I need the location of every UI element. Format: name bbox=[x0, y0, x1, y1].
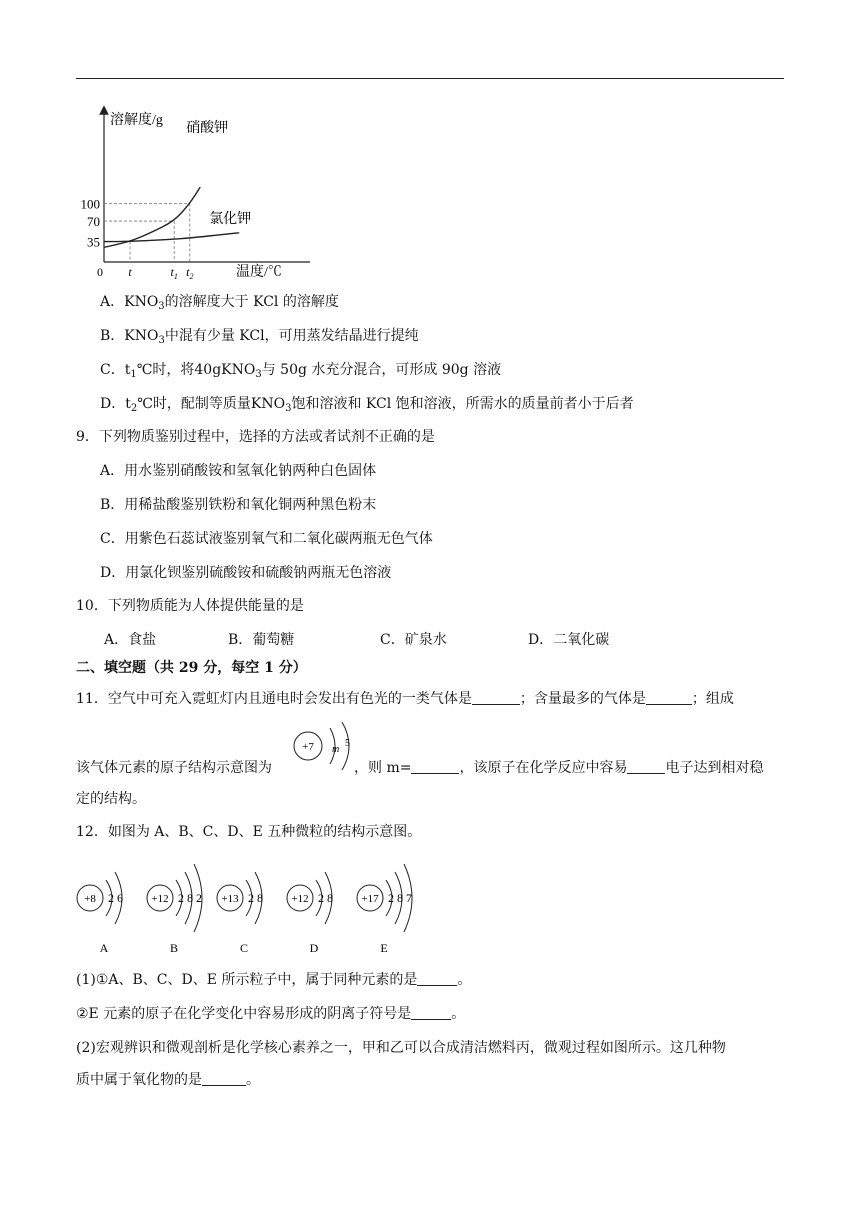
x-tick-label: $t_1$ bbox=[170, 265, 178, 280]
q8-option-a: A．$KNO_3$的溶解度大于 KCl 的溶解度 bbox=[100, 294, 339, 312]
svg-text:5: 5 bbox=[345, 738, 350, 749]
q10-option-b: B．葡萄糖 bbox=[228, 632, 295, 648]
y-tick-label: 100 bbox=[80, 196, 100, 212]
q11-line-2: 该气体元素的原子结构示意图为 ，则 m= ，该原子在化学反应中容易 电子达到相对稳 bbox=[76, 760, 764, 776]
svg-text:2: 2 bbox=[318, 891, 324, 905]
q9-option-d: D．用氯化钡鉴别硫酸铵和硫酸钠两瓶无色溶液 bbox=[100, 565, 392, 581]
atom-B bbox=[147, 864, 202, 955]
svg-text:m: m bbox=[332, 744, 340, 755]
y-axis-label: 溶解度/g bbox=[110, 113, 163, 128]
series-label: 硝酸钾 bbox=[186, 121, 229, 136]
series-label: 氯化钾 bbox=[209, 211, 252, 227]
q8-option-c: C．$t_1℃$时，将40gKNO$_3$与 50g 水充分混合，可形成 90g 溶液 bbox=[100, 362, 502, 380]
q8-option-b: B．$KNO_3$中混有少量 KCl，可用蒸发结晶进行提纯 bbox=[100, 328, 419, 346]
q10-option-d: D．二氧化碳 bbox=[528, 632, 610, 648]
q10-option-c: C．矿泉水 bbox=[380, 632, 447, 648]
svg-text:7: 7 bbox=[406, 891, 412, 905]
atom-label: C bbox=[239, 941, 249, 955]
svg-text:8: 8 bbox=[397, 891, 403, 905]
y-tick-label: 35 bbox=[87, 234, 100, 250]
atom-label: D bbox=[309, 941, 319, 955]
svg-text:6: 6 bbox=[117, 891, 123, 905]
atom-C bbox=[217, 872, 263, 955]
svg-text:+12: +12 bbox=[151, 893, 169, 905]
svg-text:+8: +8 bbox=[84, 893, 96, 905]
atom-diagrams bbox=[76, 848, 436, 960]
svg-text:2: 2 bbox=[178, 891, 184, 905]
solubility-chart bbox=[72, 104, 312, 280]
atom-label: B bbox=[169, 941, 179, 955]
svg-text:+12: +12 bbox=[291, 893, 309, 905]
q12-part-2: ②E 元素的原子在化学变化中容易形成的阴离子符号是 。 bbox=[76, 1006, 466, 1022]
svg-text:8: 8 bbox=[327, 891, 333, 905]
atom-label: E bbox=[380, 941, 388, 955]
svg-text:2: 2 bbox=[108, 891, 114, 905]
answer-blank bbox=[627, 759, 665, 774]
svg-text:+7: +7 bbox=[302, 741, 314, 753]
q8-option-d: D．$t_2℃$时，配制等质量$KNO_3$饱和溶液和 KCl 饱和溶液，所需水的质量前者小于后者 bbox=[100, 396, 634, 414]
q12-part-3: (2)宏观辨识和微观剖析是化学核心素养之一，甲和乙可以合成清洁燃料丙，微观过程如图所示。这几种物 bbox=[76, 1040, 726, 1056]
q10-stem: 10．下列物质能为人体提供能量的是 bbox=[76, 598, 304, 614]
q11-line-1: 11．空气中可充入霓虹灯内且通电时会发出有色光的一类气体是 ；含量最多的气体是 ；组成 bbox=[76, 691, 734, 707]
atom-A bbox=[77, 872, 123, 955]
answer-blank bbox=[472, 690, 520, 705]
answer-blank bbox=[646, 690, 692, 705]
q12-part-4: 质中属于氧化物的是 。 bbox=[76, 1072, 260, 1088]
series-line-1 bbox=[104, 233, 239, 242]
answer-blank bbox=[417, 971, 457, 986]
q10-option-a: A．食盐 bbox=[104, 632, 157, 648]
svg-text:+13: +13 bbox=[221, 893, 239, 905]
q12-part-1: (1)①A、B、C、D、E 所示粒子中，属于同种元素的是 。 bbox=[76, 972, 472, 988]
answer-blank bbox=[411, 1005, 451, 1020]
atom-D bbox=[287, 872, 333, 955]
q9-option-a: A．用水鉴别硝酸铵和氢氧化钠两种白色固体 bbox=[100, 463, 377, 479]
q11-line-3: 定的结构。 bbox=[76, 791, 146, 807]
atom-E bbox=[357, 864, 412, 955]
svg-text:2: 2 bbox=[388, 891, 394, 905]
answer-blank bbox=[202, 1071, 246, 1086]
atom-label: A bbox=[99, 941, 109, 955]
x-axis-label: 温度/℃ bbox=[236, 265, 282, 280]
svg-text:+17: +17 bbox=[361, 893, 379, 905]
svg-text:2: 2 bbox=[248, 891, 254, 905]
header-rule bbox=[76, 78, 784, 79]
answer-blank bbox=[411, 759, 459, 774]
svg-text:8: 8 bbox=[257, 891, 263, 905]
q9-option-b: B．用稀盐酸鉴别铁粉和氧化铜两种黑色粉末 bbox=[100, 497, 377, 513]
y-tick-label: 70 bbox=[87, 214, 100, 230]
svg-text:2: 2 bbox=[196, 891, 202, 905]
q9-option-c: C．用紫色石蕊试液鉴别氧气和二氧化碳两瓶无色气体 bbox=[100, 531, 433, 547]
section-heading: 二、填空题（共 29 分，每空 1 分） bbox=[76, 660, 307, 676]
x-tick-label: 0 bbox=[97, 265, 103, 279]
x-tick-label: $t_2$ bbox=[186, 265, 194, 280]
x-tick-label: t bbox=[128, 265, 132, 279]
svg-text:8: 8 bbox=[187, 891, 193, 905]
q12-stem: 12．如图为 A、B、C、D、E 五种微粒的结构示意图。 bbox=[76, 824, 422, 840]
q9-stem: 9．下列物质鉴别过程中，选择的方法或者试剂不正确的是 bbox=[76, 429, 435, 445]
